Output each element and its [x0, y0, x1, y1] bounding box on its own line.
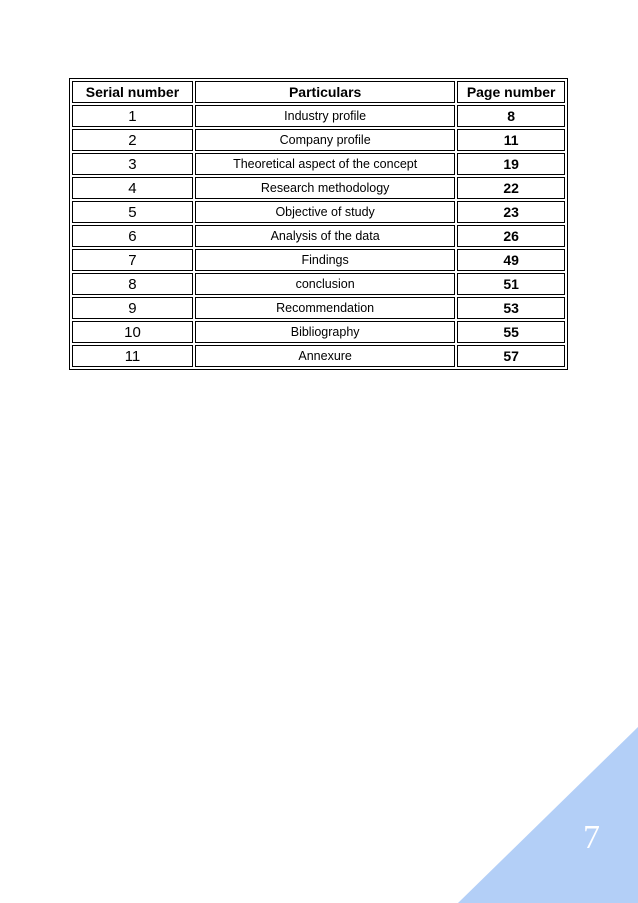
particulars-cell: Theoretical aspect of the concept [195, 153, 455, 175]
contents-table [69, 78, 568, 370]
particulars-cell: Research methodology [195, 177, 455, 199]
header-particulars: Particulars [195, 81, 455, 103]
serial-cell: 10 [72, 321, 193, 343]
particulars-cell: conclusion [195, 273, 455, 295]
table-row [72, 177, 565, 199]
page-cell: 22 [457, 177, 565, 199]
table-row [72, 345, 565, 367]
header-row [72, 81, 565, 103]
particulars-cell: Annexure [195, 345, 455, 367]
table-row [72, 321, 565, 343]
serial-cell: 2 [72, 129, 193, 151]
page-cell: 51 [457, 273, 565, 295]
page-cell: 55 [457, 321, 565, 343]
page-cell: 26 [457, 225, 565, 247]
page-cell: 57 [457, 345, 565, 367]
serial-cell: 5 [72, 201, 193, 223]
serial-cell: 7 [72, 249, 193, 271]
table-row [72, 249, 565, 271]
table-row [72, 297, 565, 319]
serial-cell: 3 [72, 153, 193, 175]
page-cell: 11 [457, 129, 565, 151]
particulars-cell: Analysis of the data [195, 225, 455, 247]
page-cell: 23 [457, 201, 565, 223]
page-cell: 53 [457, 297, 565, 319]
particulars-cell: Recommendation [195, 297, 455, 319]
table-row [72, 225, 565, 247]
serial-cell: 11 [72, 345, 193, 367]
serial-cell: 8 [72, 273, 193, 295]
page-cell: 49 [457, 249, 565, 271]
serial-cell: 1 [72, 105, 193, 127]
page-cell: 8 [457, 105, 565, 127]
corner-accent-triangle [458, 727, 638, 903]
serial-cell: 9 [72, 297, 193, 319]
header-page-number: Page number [457, 81, 565, 103]
particulars-cell: Findings [195, 249, 455, 271]
table-row [72, 273, 565, 295]
page-number: 7 [583, 819, 600, 856]
table-row [72, 105, 565, 127]
serial-cell: 6 [72, 225, 193, 247]
table-row [72, 153, 565, 175]
serial-cell: 4 [72, 177, 193, 199]
table-row [72, 201, 565, 223]
particulars-cell: Bibliography [195, 321, 455, 343]
table-row [72, 129, 565, 151]
page-cell: 19 [457, 153, 565, 175]
particulars-cell: Objective of study [195, 201, 455, 223]
header-serial-number: Serial number [72, 81, 193, 103]
particulars-cell: Company profile [195, 129, 455, 151]
particulars-cell: Industry profile [195, 105, 455, 127]
